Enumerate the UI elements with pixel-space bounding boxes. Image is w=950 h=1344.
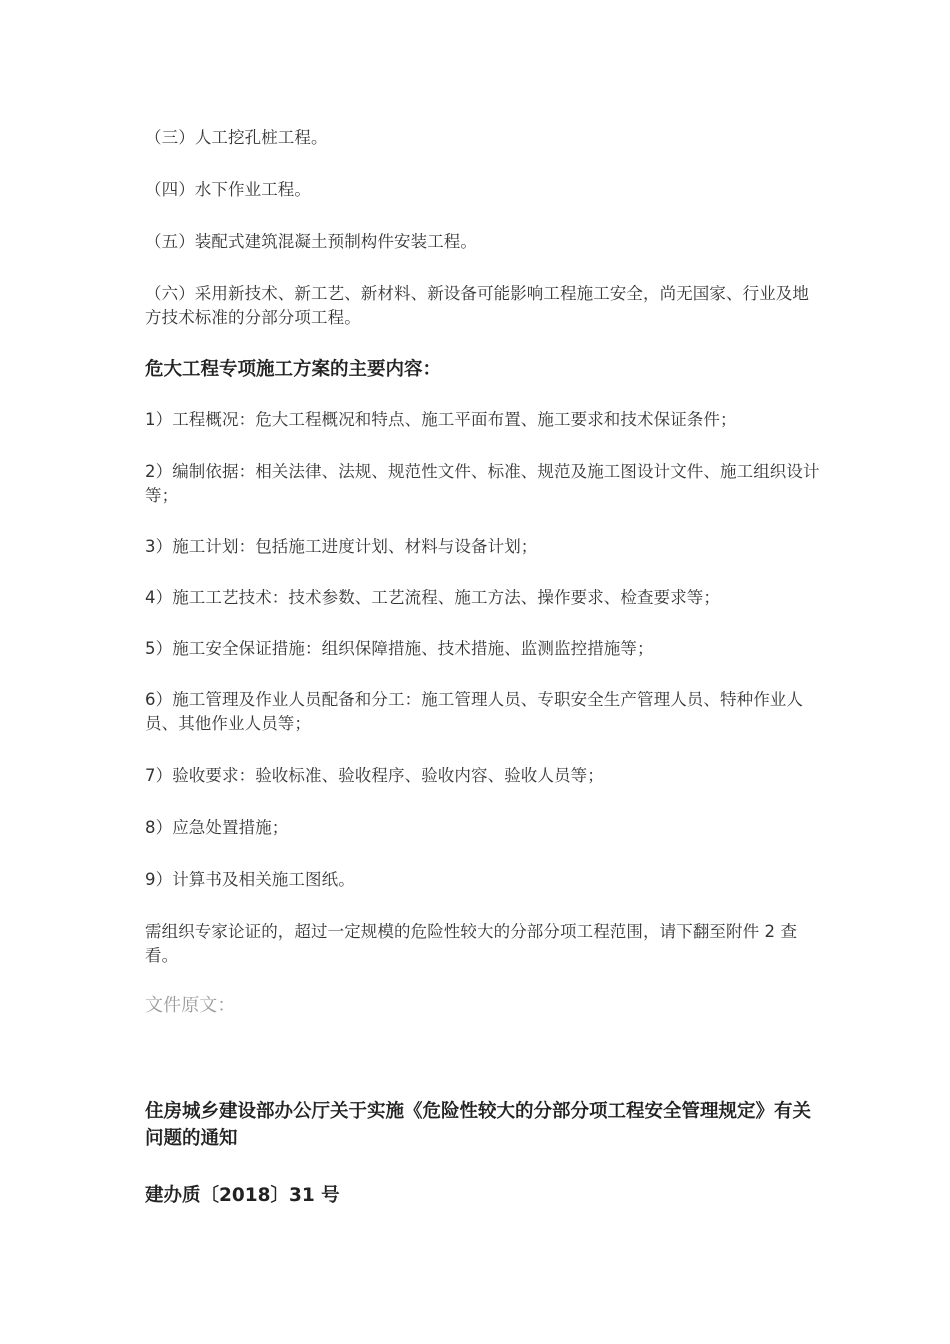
plan-item-7: 7）验收要求：验收标准、验收程序、验收内容、验收人员等； — [145, 766, 604, 785]
plan-item-8: 8）应急处置措施； — [145, 818, 289, 837]
document-number: 建办质〔2018〕31 号 — [145, 1185, 340, 1206]
plan-item-6: 6）施工管理及作业人员配备和分工：施工管理人员、专职安全生产管理人员、特种作业人员、其他作业人员等； — [145, 690, 803, 733]
plan-item-4: 4）施工工艺技术：技术参数、工艺流程、施工方法、操作要求、检查要求等； — [145, 588, 720, 607]
scope-item-4: （四）水下作业工程。 — [145, 180, 311, 199]
expert-review-note: 需组织专家论证的，超过一定规模的危险性较大的分部分项工程范围，请下翻至附件 2 查看。 — [145, 922, 798, 965]
plan-item-2: 2）编制依据：相关法律、法规、规范性文件、标准、规范及施工图设计文件、施工组织设计等； — [145, 462, 820, 505]
plan-item-3: 3）施工计划：包括施工进度计划、材料与设备计划； — [145, 537, 538, 556]
plan-item-5: 5）施工安全保证措施：组织保障措施、技术措施、监测监控措施等； — [145, 639, 654, 658]
scope-item-3: （三）人工挖孔桩工程。 — [145, 128, 328, 147]
scope-item-5: （五）装配式建筑混凝土预制构件安装工程。 — [145, 232, 477, 251]
plan-item-9: 9）计算书及相关施工图纸。 — [145, 870, 355, 889]
plan-heading: 危大工程专项施工方案的主要内容： — [145, 359, 442, 380]
scope-item-6: （六）采用新技术、新工艺、新材料、新设备可能影响工程施工安全，尚无国家、行业及地方技术标准的分部分项工程。 — [145, 284, 809, 327]
notice-title: 住房城乡建设部办公厅关于实施《危险性较大的分部分项工程安全管理规定》有关问题的通知 — [145, 1101, 812, 1149]
original-text-label: 文件原文： — [145, 995, 236, 1016]
plan-item-1: 1）工程概况：危大工程概况和特点、施工平面布置、施工要求和技术保证条件； — [145, 410, 737, 429]
